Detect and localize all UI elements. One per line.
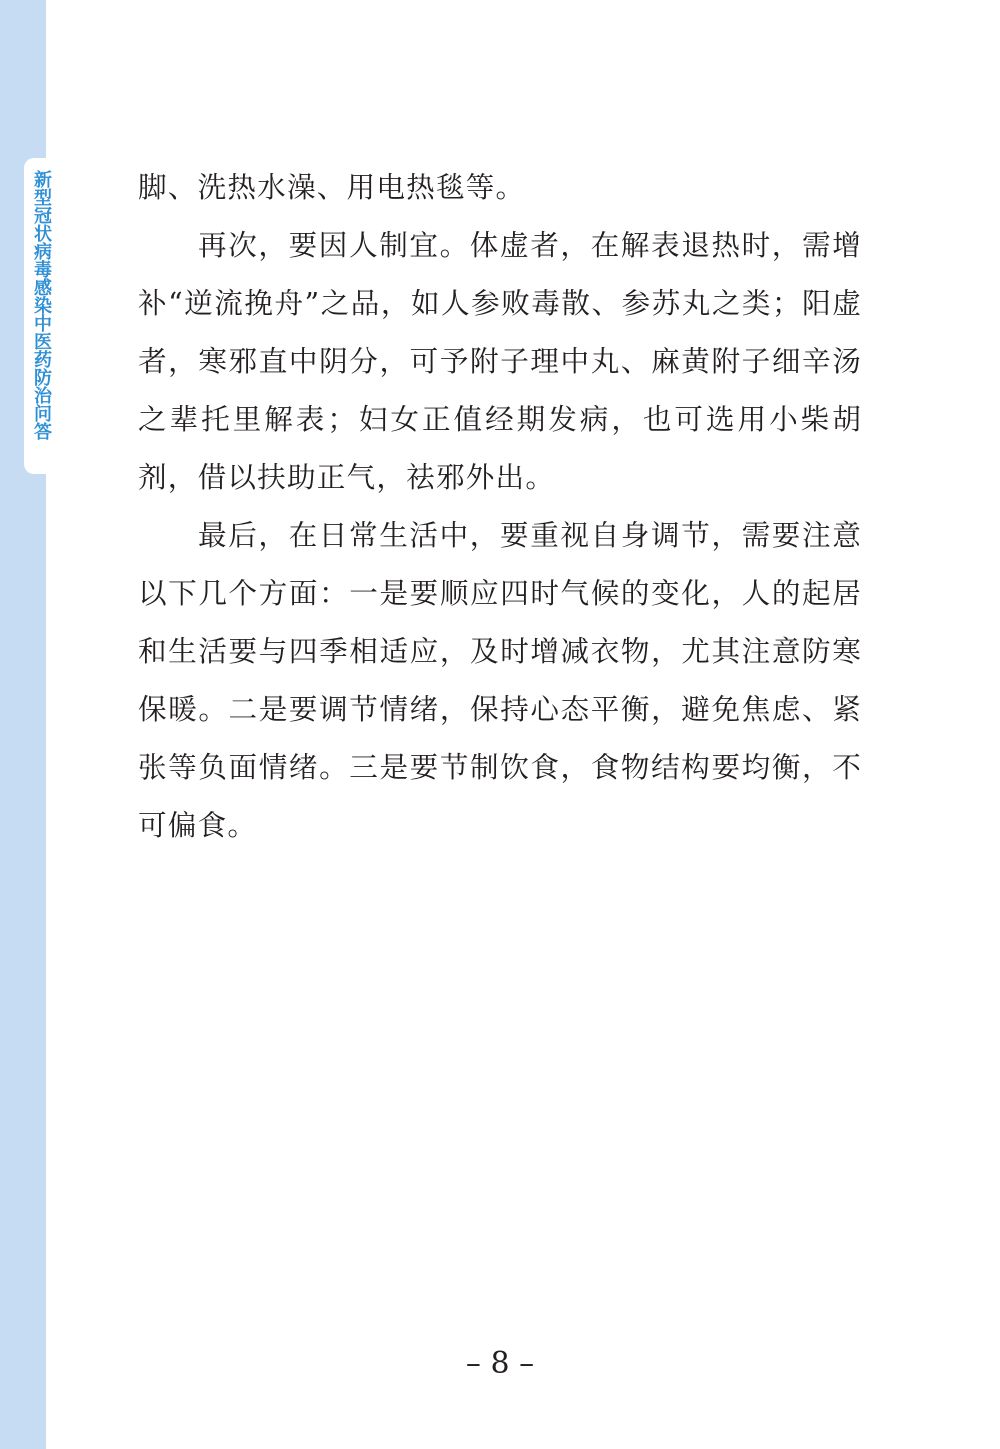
paragraph-daily-self-regulation: 最后，在日常生活中，要重视自身调节，需要注意以下几个方面：一是要顺应四时气候的变化，人的起居和生活要与四季相适应，及时增减衣物，尤其注意防寒保暖。二是要调节情绪，保持心态平衡，避免焦虑、紧张等负面情绪。三是要节制饮食，食物结构要均衡，不可偏食。 (138, 518, 862, 842)
paragraph-continuation: 脚、洗热水澡、用电热毯等。 (138, 170, 526, 204)
side-tab-title: 新型冠状病毒感染中医药防治问答 (31, 170, 52, 440)
page-body (138, 158, 862, 854)
page-number: – 8 – (465, 1346, 535, 1381)
paragraph-individual-treatment: 再次，要因人制宜。体虚者，在解表退热时，需增补“逆流挽舟”之品，如人参败毒散、参苏丸之类；阳虚者，寒邪直中阴分，可予附子理中丸、麻黄附子细辛汤之辈托里解表；妇女正值经期发病，也可选用小柴胡剂，借以扶助正气，祛邪外出。 (138, 228, 862, 494)
